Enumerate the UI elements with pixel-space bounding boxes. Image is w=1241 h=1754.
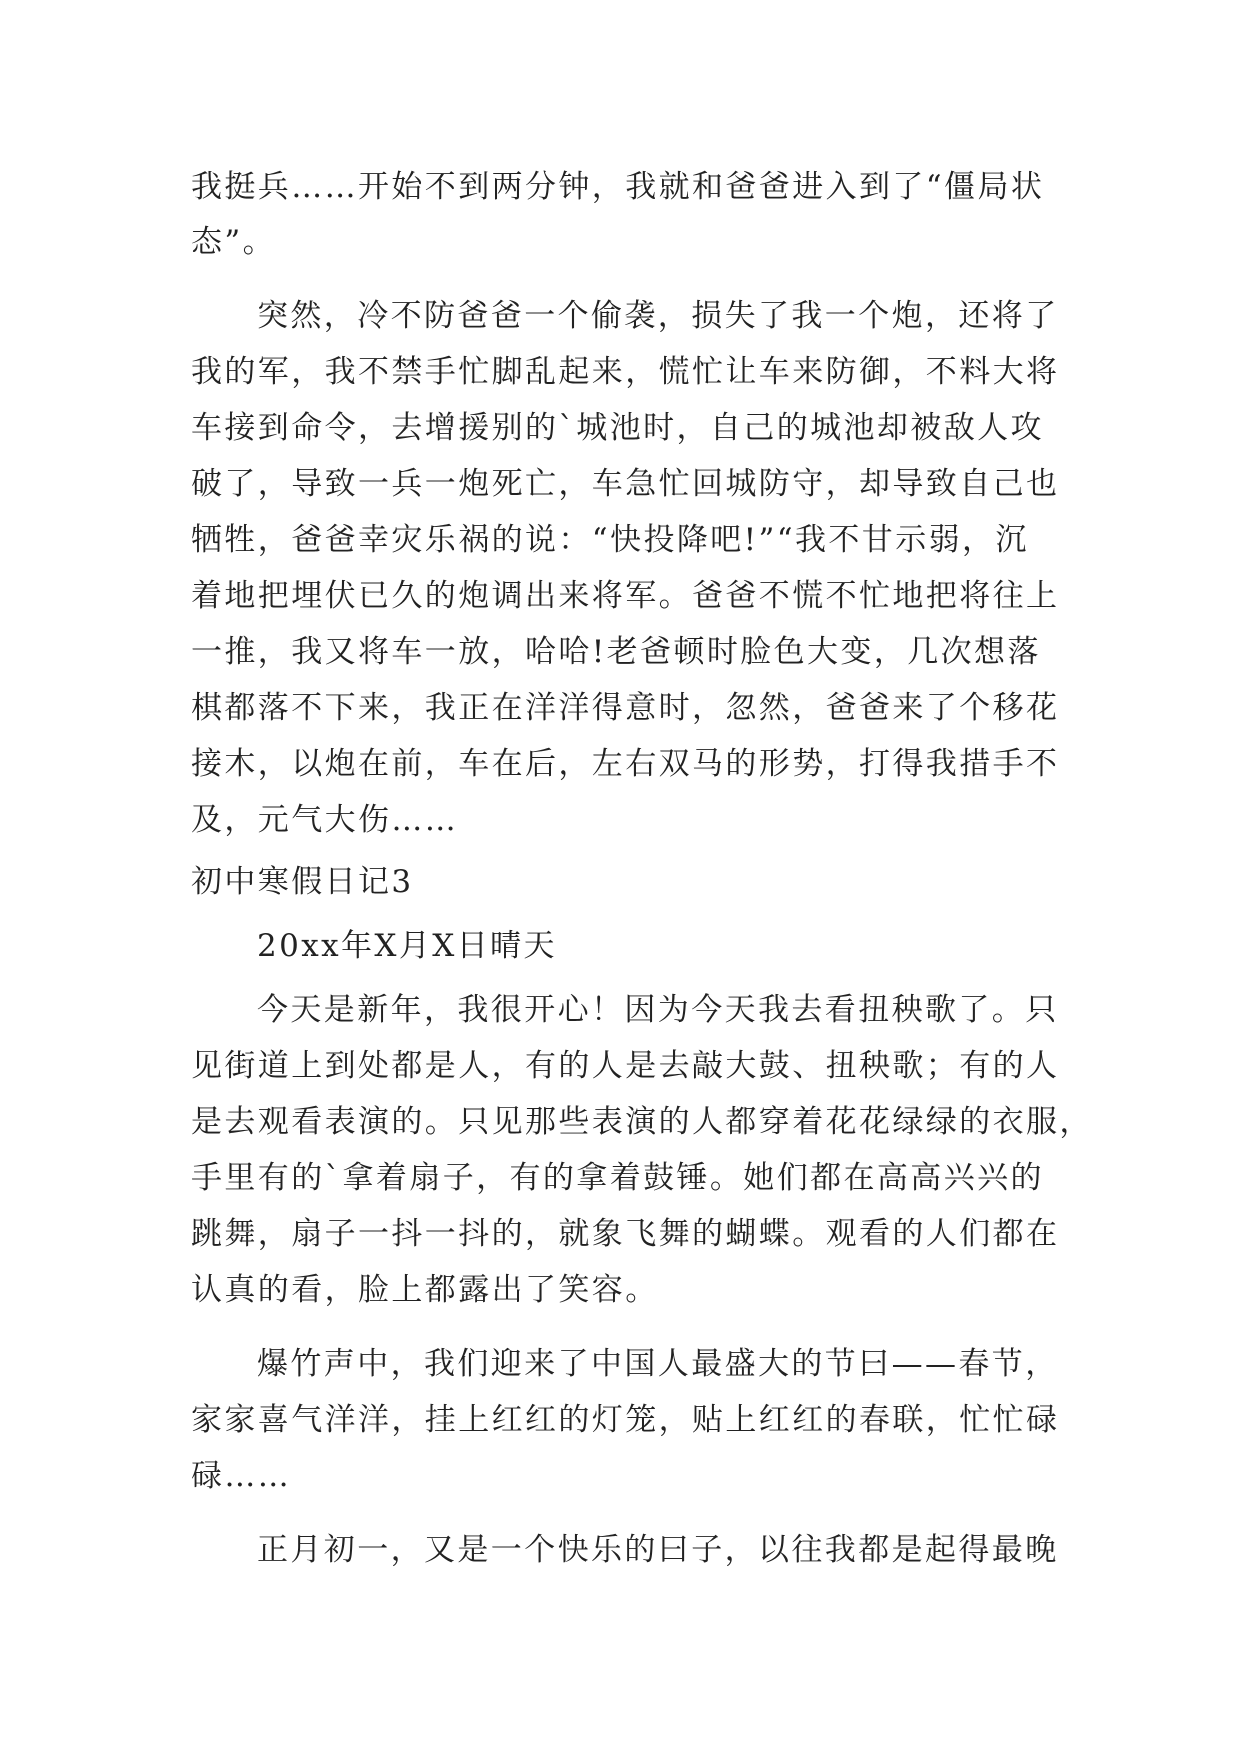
- paragraph-start-line: 爆竹声中，我们迎来了中国人最盛大的节曰——春节，: [257, 1346, 1059, 1382]
- text-line: 手里有的`拿着扇子，有的拿着鼓锤。她们都在高高兴兴的: [191, 1160, 1044, 1196]
- text-line: 跳舞，扇子一抖一抖的，就象飞舞的蝴蝶。观看的人们都在: [191, 1216, 1060, 1252]
- text-line: 见街道上到处都是人，有的人是去敲大鼓、扭秧歌；有的人: [191, 1048, 1060, 1084]
- text-line: 棋都落不下来，我正在洋洋得意时，忽然，爸爸来了个移花: [191, 690, 1060, 726]
- text-line: 及，元气大伤……: [191, 802, 459, 838]
- text-line: 着地把埋伏已久的炮调出来将军。爸爸不慌不忙地把将往上: [191, 578, 1060, 614]
- paragraph-start-line: 正月初一，又是一个快乐的曰子，以往我都是起得最晚: [257, 1532, 1059, 1568]
- text-line: 是去观看表演的。只见那些表演的人都穿着花花绿绿的衣服，: [191, 1104, 1093, 1140]
- text-line: 我挺兵……开始不到两分钟，我就和爸爸进入到了“僵局状: [191, 169, 1045, 205]
- text-line: 认真的看，脸上都露出了笑容。: [191, 1272, 659, 1308]
- paragraph-start-line: 突然，冷不防爸爸一个偷袭，损失了我一个炮，还将了: [257, 298, 1059, 334]
- text-line: 牺牲，爸爸幸灾乐祸的说：“快投降吧!”“我不甘示弱，沉: [191, 522, 1029, 558]
- text-line: 家家喜气洋洋，挂上红红的灯笼，贴上红红的春联，忙忙碌: [191, 1402, 1060, 1438]
- paragraph-start-line: 今天是新年，我很开心！因为今天我去看扭秧歌了。只: [257, 992, 1059, 1028]
- text-line: 碌……: [191, 1458, 292, 1494]
- text-line: 一推，我又将车一放，哈哈!老爸顿时脸色大变，几次想落: [191, 634, 1041, 670]
- section-heading: 初中寒假日记3: [191, 864, 414, 900]
- text-line: 接木，以炮在前，车在后，左右双马的形势，打得我措手不: [191, 746, 1060, 782]
- diary-date-line: 20xx年X月X日晴天: [257, 928, 557, 964]
- text-line: 态”。: [191, 224, 277, 260]
- text-line: 破了，导致一兵一炮死亡，车急忙回城防守，却导致自己也: [191, 466, 1060, 502]
- text-line: 车接到命令，去增援别的`城池时，自己的城池却被敌人攻: [191, 410, 1044, 446]
- text-line: 我的军，我不禁手忙脚乱起来，慌忙让车来防御，不料大将: [191, 354, 1060, 390]
